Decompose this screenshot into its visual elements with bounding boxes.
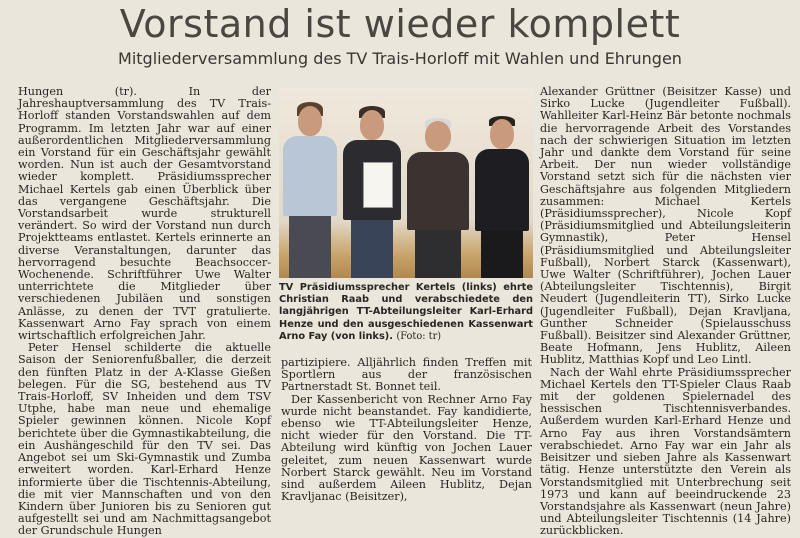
photo-caption xyxy=(279,282,533,343)
paragraph: Der Kassenbericht von Rechner Arno Fay wurde nicht beanstandet. Fay kandidierte, ebenso wie TT-Abteilungsleiter Henze, nicht wieder für den Vorstand. Die TT-Abteilung wird künftig von Jochen Lauer geleitet, zum neuen Kassenwart wurde Norbert Starck gewählt. Neu im Vorstand sind außerdem Aileen Hublitz, Dejan Kravljanac (Beisitzer), xyxy=(281,392,532,504)
article-column-3 xyxy=(540,85,791,538)
person-figure xyxy=(341,106,403,278)
headline: Vorstand ist wieder komplett xyxy=(119,2,681,46)
article-column-2 xyxy=(281,356,532,504)
paragraph: Alexander Grüttner (Beisitzer Kasse) und Sirko Lucke (Jugendleiter Fußball). Wahlleiter Karl-Heinz Bär betonte nochmals die hervorragende Arbeit des Vorstandes nach der schwierigen Situation im letzten Jahr und dankte dem Vorstand für seine Arbeit. Der nun wieder vollständige Vorstand setzt sich für die nächsten vier Geschäftsjahre aus folgenden Mitgliedern zusammen: Michael Kertels (Präsidiumssprecher), Nicole Kopf (Präsidiumsmitglied und Abteilungsleiterin Gymnastik), Peter Hensel (Präsidiumsmitglied und Abteilungsleiter Fußball), Norbert Starck (Kassenwart), Uwe Walter (Schriftführer), Jochen Lauer (Abteilungsleiter Tischtennis), Birgit Neudert (Jugendleiterin TT), Sirko Lucke (Jugendleiter Fußball), Dejan Kravljana, Gunther Schneider (Spielausschuss Fußball). Beisitzer sind Alexander Grüttner, Beate Hofmann, Jens Hublitz, Aileen Hublitz, Matthias Kopf und Leo Lintl. xyxy=(540,85,791,367)
certificate xyxy=(363,162,393,208)
article-photo xyxy=(279,88,533,278)
caption-text: TV Präsidiumssprecher Kertels (links) ehrte Christian Raab und verabschiedete den langjährigen TT-Abteilungsleiter Karl-Erhard Henze und den ausgeschiedenen Kassenwart Arno Fay (von links). xyxy=(279,282,533,342)
paragraph: partizipiere. Alljährlich finden Treffen mit Sportlern aus der französischen Partnerstadt St. Bonnet teil. xyxy=(281,356,532,394)
paragraph: Nach der Wahl ehrte Präsidiumssprecher Michael Kertels den TT-Spieler Claus Raab mit der goldenen Spielernadel des hessischen Tischtennisverbandes. Außerdem wurden Karl-Erhard Henze und Arno Fay aus ihren Vorstandsämtern verabschiedet. Arno Fay war ein Jahr als Beisitzer und sieben Jahre als Kassenwart tätig. Henze unterstützte den Verein als Vorstandsmitglied mit Unterbrechung seit 1973 und kann auf beeindruckende 23 Vorstandsjahre als Kassenwart (neun Jahre) und Abteilungsleiter Tischtennis (14 Jahre) zurückblicken. xyxy=(540,365,791,538)
subheadline: Mitgliederversammlung des TV Trais-Horloff mit Wahlen und Ehrungen xyxy=(118,49,682,68)
person-figure xyxy=(405,118,471,278)
person-figure xyxy=(473,116,531,278)
paragraph: Hungen (tr). In der Jahreshauptversammlung des TV Trais-Horloff standen Vorstandswahlen auf dem Programm. Im letzten Jahr war auf einer außerordentlichen Mitgliederversammlung ein Vorstand für ein Geschäftsjahr gewählt worden. Nun ist auch der Gesamtvorstand wieder komplett. Präsidiumssprecher Michael Kertels gab einen Überblick über das vergangene Geschäftsjahr. Die Vorstandsarbeit wurde strukturell verändert. So wird der Vorstand nun durch Projektteams entlastet. Kertels erinnerte an diverse Veranstaltungen, darunter das hervorragend besuchte Beachsoccer-Wochenende. Schriftführer Uwe Walter unterrichtete die Mitglieder über verschiedenen Jubiläen und sonstigen Anlässe, zu denen der TVT gratulierte. Kassenwart Arno Fay sprach von einem wirtschaftlich erfolgreichen Jahr. xyxy=(18,85,271,343)
paragraph: Peter Hensel schilderte die aktuelle Saison der Seniorenfußballer, die derzeit den fünften Platz in der A-Klasse Gießen belegen. Für die SG, bestehend aus TV Trais-Horloff, SV Inheiden und dem TSV Utphe, habe man neue und ehemalige Spieler gewinnen können. Nicole Kopf berichtete über die Gymnastikabteilung, die ein Aushängeschild für den TV sei. Das Angebot sei um Ski-Gymnastik und Zumba erweitert worden. Karl-Erhard Henze informierte über die Tischtennis-Abteilung, die mit vier Mannschaften und von den Kindern über Junioren bis zu Senioren gut aufgestellt sei und am Nachmittagsangebot der Grundschule Hungen xyxy=(18,341,271,538)
person-figure xyxy=(281,102,339,278)
article-column-1 xyxy=(18,85,271,538)
photo-credit: (Foto: tr) xyxy=(396,330,442,342)
